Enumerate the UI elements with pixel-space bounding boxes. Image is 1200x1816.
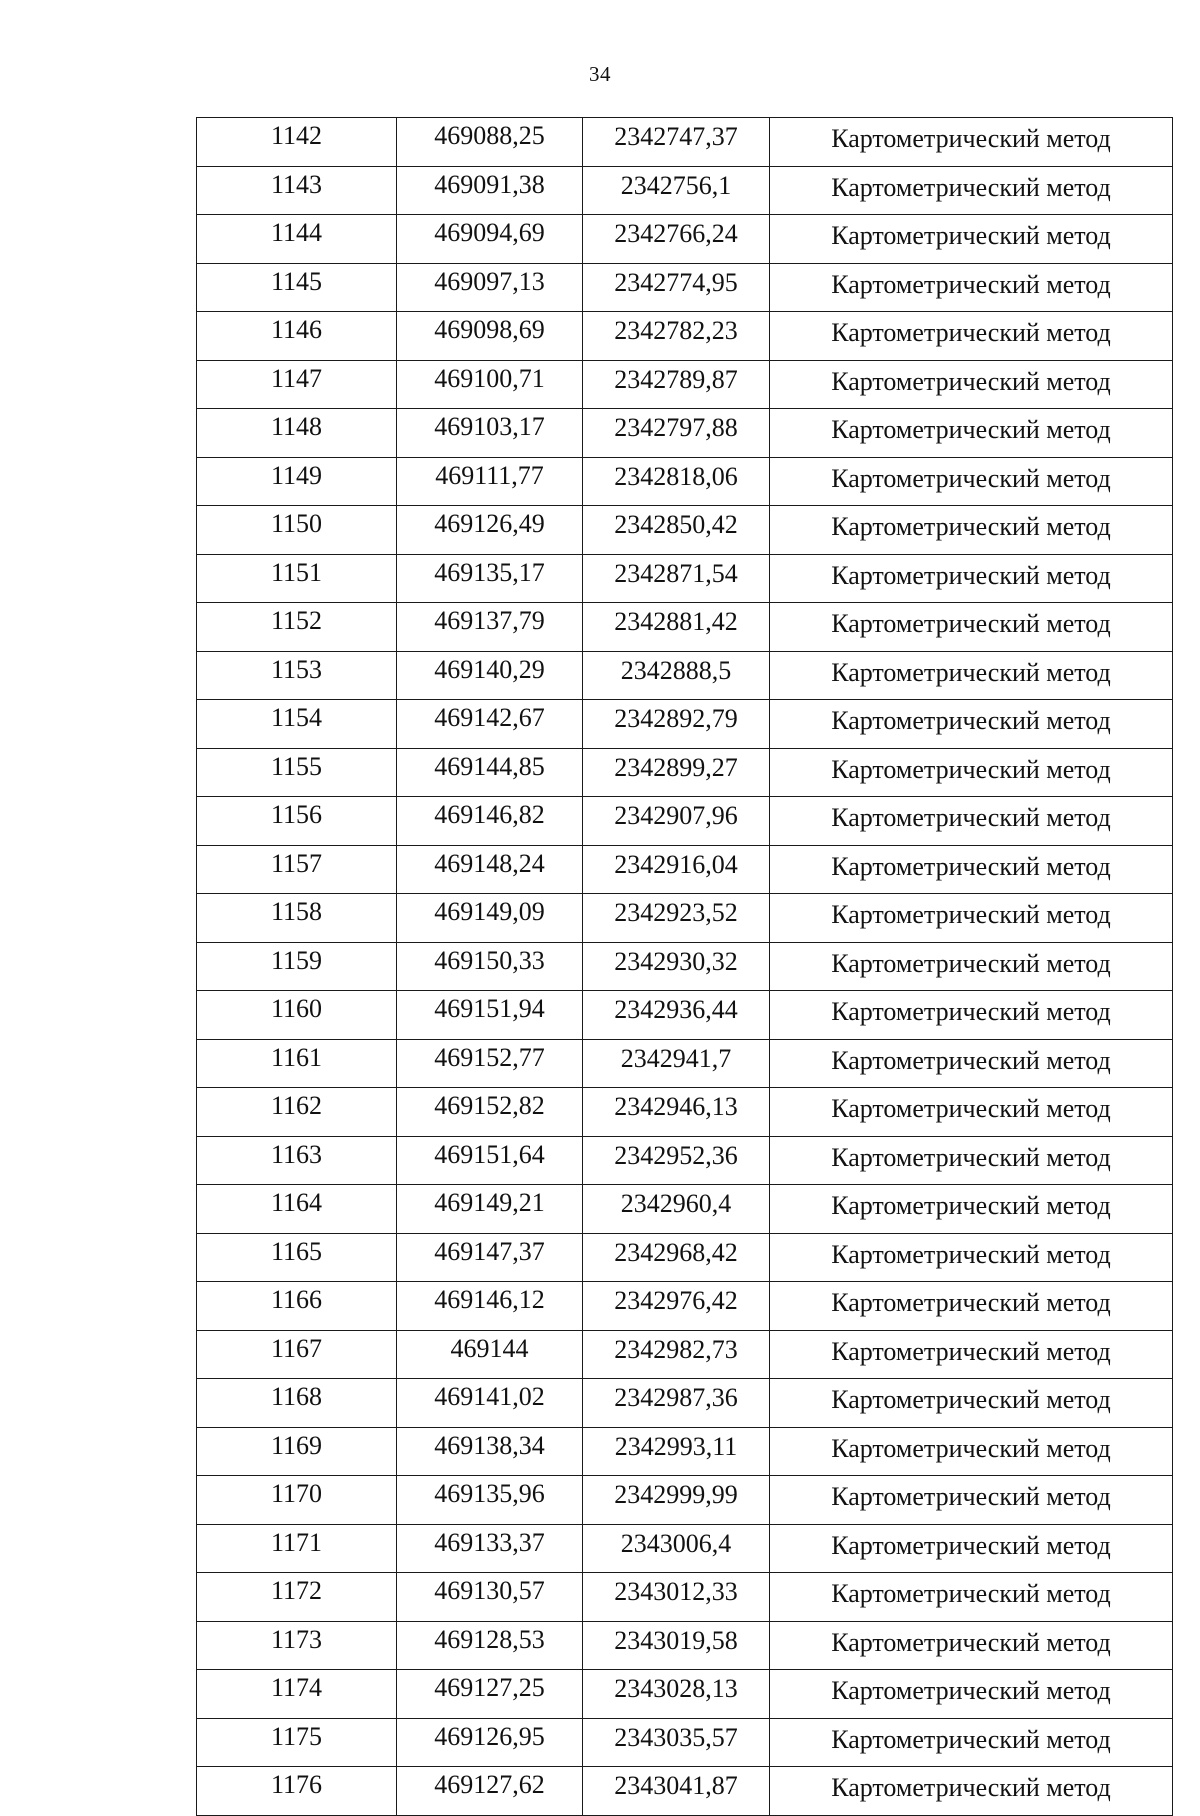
method-cell: Картометрический метод [770, 748, 1173, 797]
method-cell: Картометрический метод [770, 360, 1173, 409]
y-coordinate-cell: 2342999,99 [583, 1476, 770, 1525]
point-number-cell: 1174 [197, 1670, 397, 1719]
method-cell: Картометрический метод [770, 166, 1173, 215]
x-coordinate-cell: 469150,33 [397, 942, 583, 991]
method-cell: Картометрический метод [770, 1427, 1173, 1476]
point-number-cell: 1166 [197, 1282, 397, 1331]
y-coordinate-cell: 2342960,4 [583, 1185, 770, 1234]
method-cell: Картометрический метод [770, 1233, 1173, 1282]
point-number-cell: 1169 [197, 1427, 397, 1476]
y-coordinate-cell: 2342952,36 [583, 1136, 770, 1185]
y-coordinate-cell: 2343006,4 [583, 1524, 770, 1573]
table-row [197, 651, 1173, 700]
point-number-cell: 1157 [197, 845, 397, 894]
method-cell: Картометрический метод [770, 651, 1173, 700]
method-cell: Картометрический метод [770, 603, 1173, 652]
method-cell: Картометрический метод [770, 215, 1173, 264]
table-row [197, 1282, 1173, 1331]
table-row [197, 797, 1173, 846]
x-coordinate-cell: 469137,79 [397, 603, 583, 652]
x-coordinate-cell: 469100,71 [397, 360, 583, 409]
method-cell: Картометрический метод [770, 1476, 1173, 1525]
coordinates-table [196, 117, 1173, 1816]
method-cell: Картометрический метод [770, 1718, 1173, 1767]
table-row [197, 360, 1173, 409]
method-cell: Картометрический метод [770, 263, 1173, 312]
point-number-cell: 1142 [197, 118, 397, 167]
y-coordinate-cell: 2342982,73 [583, 1330, 770, 1379]
y-coordinate-cell: 2342976,42 [583, 1282, 770, 1331]
x-coordinate-cell: 469147,37 [397, 1233, 583, 1282]
y-coordinate-cell: 2342946,13 [583, 1088, 770, 1137]
y-coordinate-cell: 2342892,79 [583, 700, 770, 749]
point-number-cell: 1163 [197, 1136, 397, 1185]
y-coordinate-cell: 2342766,24 [583, 215, 770, 264]
method-cell: Картометрический метод [770, 312, 1173, 361]
method-cell: Картометрический метод [770, 506, 1173, 555]
x-coordinate-cell: 469144 [397, 1330, 583, 1379]
x-coordinate-cell: 469130,57 [397, 1573, 583, 1622]
table-row [197, 263, 1173, 312]
point-number-cell: 1161 [197, 1039, 397, 1088]
point-number-cell: 1175 [197, 1718, 397, 1767]
x-coordinate-cell: 469088,25 [397, 118, 583, 167]
table-row [197, 991, 1173, 1040]
method-cell: Картометрический метод [770, 797, 1173, 846]
point-number-cell: 1170 [197, 1476, 397, 1525]
point-number-cell: 1160 [197, 991, 397, 1040]
y-coordinate-cell: 2342941,7 [583, 1039, 770, 1088]
y-coordinate-cell: 2342968,42 [583, 1233, 770, 1282]
y-coordinate-cell: 2343041,87 [583, 1767, 770, 1816]
table-row [197, 554, 1173, 603]
table-row [197, 1136, 1173, 1185]
x-coordinate-cell: 469148,24 [397, 845, 583, 894]
table-row [197, 1476, 1173, 1525]
method-cell: Картометрический метод [770, 1524, 1173, 1573]
point-number-cell: 1155 [197, 748, 397, 797]
point-number-cell: 1145 [197, 263, 397, 312]
x-coordinate-cell: 469149,21 [397, 1185, 583, 1234]
method-cell: Картометрический метод [770, 1282, 1173, 1331]
point-number-cell: 1159 [197, 942, 397, 991]
y-coordinate-cell: 2342797,88 [583, 409, 770, 458]
table-row [197, 1767, 1173, 1816]
y-coordinate-cell: 2342987,36 [583, 1379, 770, 1428]
point-number-cell: 1146 [197, 312, 397, 361]
table-row [197, 1621, 1173, 1670]
point-number-cell: 1149 [197, 457, 397, 506]
x-coordinate-cell: 469133,37 [397, 1524, 583, 1573]
point-number-cell: 1162 [197, 1088, 397, 1137]
x-coordinate-cell: 469128,53 [397, 1621, 583, 1670]
y-coordinate-cell: 2342907,96 [583, 797, 770, 846]
y-coordinate-cell: 2342782,23 [583, 312, 770, 361]
y-coordinate-cell: 2342930,32 [583, 942, 770, 991]
table-row [197, 603, 1173, 652]
method-cell: Картометрический метод [770, 118, 1173, 167]
table-row [197, 1233, 1173, 1282]
x-coordinate-cell: 469126,95 [397, 1718, 583, 1767]
x-coordinate-cell: 469152,82 [397, 1088, 583, 1137]
table-row [197, 894, 1173, 943]
x-coordinate-cell: 469144,85 [397, 748, 583, 797]
point-number-cell: 1172 [197, 1573, 397, 1622]
method-cell: Картометрический метод [770, 845, 1173, 894]
x-coordinate-cell: 469098,69 [397, 312, 583, 361]
point-number-cell: 1152 [197, 603, 397, 652]
table-row [197, 506, 1173, 555]
method-cell: Картометрический метод [770, 457, 1173, 506]
table-row [197, 845, 1173, 894]
table-row [197, 748, 1173, 797]
point-number-cell: 1173 [197, 1621, 397, 1670]
method-cell: Картометрический метод [770, 1185, 1173, 1234]
table-row [197, 1427, 1173, 1476]
x-coordinate-cell: 469127,25 [397, 1670, 583, 1719]
point-number-cell: 1176 [197, 1767, 397, 1816]
x-coordinate-cell: 469138,34 [397, 1427, 583, 1476]
x-coordinate-cell: 469094,69 [397, 215, 583, 264]
point-number-cell: 1154 [197, 700, 397, 749]
y-coordinate-cell: 2342789,87 [583, 360, 770, 409]
y-coordinate-cell: 2342923,52 [583, 894, 770, 943]
table-row [197, 942, 1173, 991]
method-cell: Картометрический метод [770, 1573, 1173, 1622]
point-number-cell: 1144 [197, 215, 397, 264]
point-number-cell: 1158 [197, 894, 397, 943]
point-number-cell: 1171 [197, 1524, 397, 1573]
table-row [197, 457, 1173, 506]
y-coordinate-cell: 2343035,57 [583, 1718, 770, 1767]
point-number-cell: 1147 [197, 360, 397, 409]
method-cell: Картометрический метод [770, 1136, 1173, 1185]
table-row [197, 215, 1173, 264]
table-row [197, 1185, 1173, 1234]
point-number-cell: 1148 [197, 409, 397, 458]
table-row [197, 1524, 1173, 1573]
method-cell: Картометрический метод [770, 1039, 1173, 1088]
table-row [197, 1088, 1173, 1137]
y-coordinate-cell: 2342747,37 [583, 118, 770, 167]
point-number-cell: 1165 [197, 1233, 397, 1282]
table-row [197, 1330, 1173, 1379]
y-coordinate-cell: 2342881,42 [583, 603, 770, 652]
method-cell: Картометрический метод [770, 1621, 1173, 1670]
x-coordinate-cell: 469127,62 [397, 1767, 583, 1816]
method-cell: Картометрический метод [770, 1670, 1173, 1719]
y-coordinate-cell: 2343028,13 [583, 1670, 770, 1719]
x-coordinate-cell: 469111,77 [397, 457, 583, 506]
table-row [197, 409, 1173, 458]
point-number-cell: 1151 [197, 554, 397, 603]
method-cell: Картометрический метод [770, 991, 1173, 1040]
method-cell: Картометрический метод [770, 894, 1173, 943]
y-coordinate-cell: 2342871,54 [583, 554, 770, 603]
point-number-cell: 1167 [197, 1330, 397, 1379]
y-coordinate-cell: 2342916,04 [583, 845, 770, 894]
method-cell: Картометрический метод [770, 554, 1173, 603]
x-coordinate-cell: 469097,13 [397, 263, 583, 312]
method-cell: Картометрический метод [770, 700, 1173, 749]
point-number-cell: 1153 [197, 651, 397, 700]
method-cell: Картометрический метод [770, 1379, 1173, 1428]
y-coordinate-cell: 2343019,58 [583, 1621, 770, 1670]
method-cell: Картометрический метод [770, 1088, 1173, 1137]
x-coordinate-cell: 469103,17 [397, 409, 583, 458]
point-number-cell: 1168 [197, 1379, 397, 1428]
point-number-cell: 1156 [197, 797, 397, 846]
point-number-cell: 1164 [197, 1185, 397, 1234]
y-coordinate-cell: 2342993,11 [583, 1427, 770, 1476]
method-cell: Картометрический метод [770, 1767, 1173, 1816]
y-coordinate-cell: 2342850,42 [583, 506, 770, 555]
y-coordinate-cell: 2342936,44 [583, 991, 770, 1040]
y-coordinate-cell: 2342888,5 [583, 651, 770, 700]
method-cell: Картометрический метод [770, 942, 1173, 991]
x-coordinate-cell: 469141,02 [397, 1379, 583, 1428]
table-row [197, 312, 1173, 361]
x-coordinate-cell: 469142,67 [397, 700, 583, 749]
table-row [197, 1379, 1173, 1428]
x-coordinate-cell: 469091,38 [397, 166, 583, 215]
y-coordinate-cell: 2342774,95 [583, 263, 770, 312]
table-row [197, 166, 1173, 215]
table-row [197, 1573, 1173, 1622]
method-cell: Картометрический метод [770, 409, 1173, 458]
table-row [197, 1718, 1173, 1767]
x-coordinate-cell: 469135,96 [397, 1476, 583, 1525]
coordinates-table-body [197, 118, 1173, 1816]
y-coordinate-cell: 2342818,06 [583, 457, 770, 506]
y-coordinate-cell: 2342756,1 [583, 166, 770, 215]
method-cell: Картометрический метод [770, 1330, 1173, 1379]
table-row [197, 1670, 1173, 1719]
x-coordinate-cell: 469146,82 [397, 797, 583, 846]
table-row [197, 1039, 1173, 1088]
x-coordinate-cell: 469152,77 [397, 1039, 583, 1088]
table-row [197, 118, 1173, 167]
x-coordinate-cell: 469126,49 [397, 506, 583, 555]
x-coordinate-cell: 469146,12 [397, 1282, 583, 1331]
y-coordinate-cell: 2342899,27 [583, 748, 770, 797]
y-coordinate-cell: 2343012,33 [583, 1573, 770, 1622]
point-number-cell: 1150 [197, 506, 397, 555]
table-row [197, 700, 1173, 749]
x-coordinate-cell: 469151,94 [397, 991, 583, 1040]
page-number: 34 [589, 62, 611, 86]
x-coordinate-cell: 469140,29 [397, 651, 583, 700]
x-coordinate-cell: 469135,17 [397, 554, 583, 603]
x-coordinate-cell: 469149,09 [397, 894, 583, 943]
x-coordinate-cell: 469151,64 [397, 1136, 583, 1185]
point-number-cell: 1143 [197, 166, 397, 215]
